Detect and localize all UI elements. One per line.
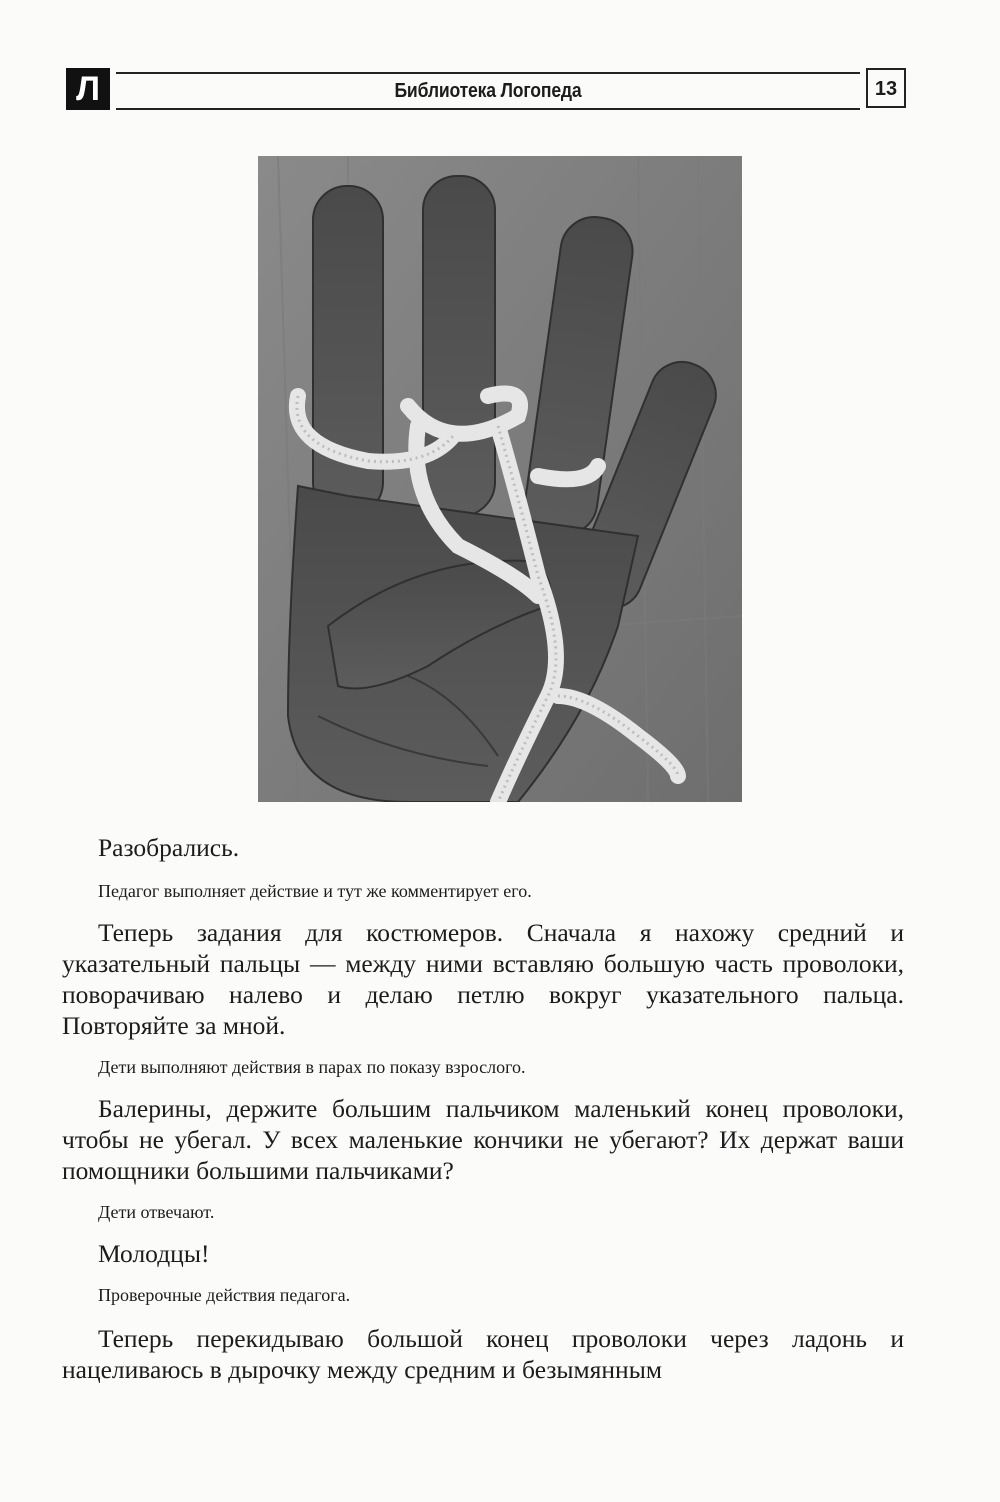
speech-paragraph: Теперь задания для костюмеров. Сначала я нахожу средний и указательный пальцы — между ними вставляю большую часть проволоки, поворачиваю налево и делаю петлю вокруг указательного пальца. Повторяйте за мной. xyxy=(62,918,904,1040)
remark-paragraph: Педагог выполняет действие и тут же комментирует его. xyxy=(98,881,532,901)
speech-paragraph: Теперь перекидываю большой конец проволоки через ладонь и нацеливаюсь в дырочку между средним и безымянным xyxy=(62,1324,904,1384)
speech-paragraph: Разобрались. xyxy=(98,833,240,862)
remark-paragraph: Дети отвечают. xyxy=(98,1202,215,1222)
page-number: 13 xyxy=(866,68,906,108)
hand-with-wire-photo xyxy=(258,156,742,802)
speech-paragraph: Молодцы! xyxy=(98,1239,210,1268)
running-title: Библиотека Логопеда xyxy=(394,80,582,102)
page-header xyxy=(66,66,906,112)
speech-paragraph: Балерины, держите большим пальчиком маленький конец проволоки, чтобы не убегал. У всех маленькие кончики не убегают? Их держат ваши помощники большими пальчиками? xyxy=(62,1094,904,1185)
page-body xyxy=(62,832,904,1385)
remark-paragraph: Проверочные действия педагога. xyxy=(98,1285,351,1305)
remark-paragraph: Дети выполняют действия в парах по показу взрослого. xyxy=(98,1057,526,1077)
library-logo: Л xyxy=(66,68,110,110)
